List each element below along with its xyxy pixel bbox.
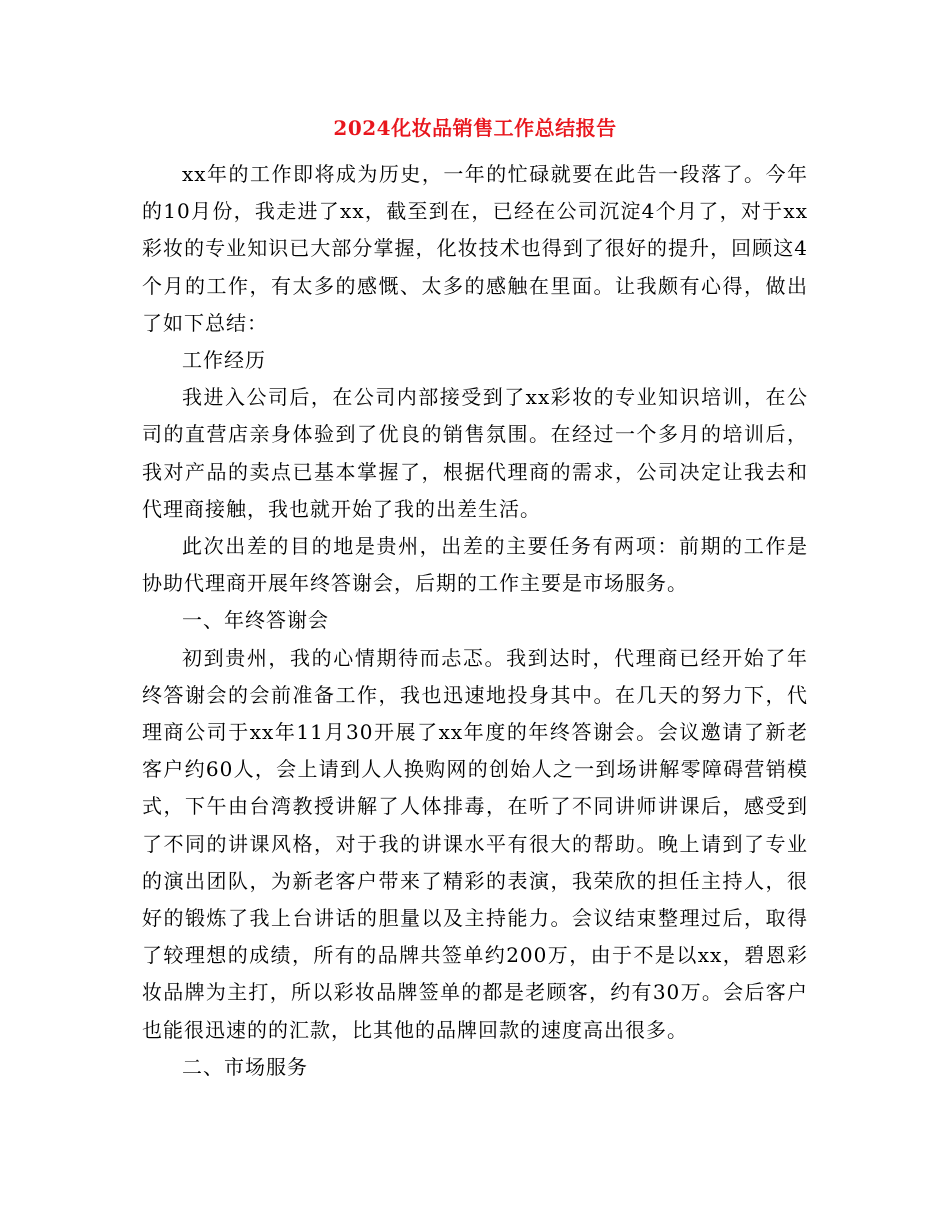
- business-trip-paragraph: 此次出差的目的地是贵州，出差的主要任务有两项：前期的工作是协助代理商开展年终答谢会，后期的工作主要是市场服务。: [142, 534, 808, 596]
- document-title: 2024化妆品销售工作总结报告: [333, 116, 617, 140]
- section-heading-work-experience: 工作经历: [182, 348, 266, 373]
- work-experience-paragraph: 我进入公司后，在公司内部接受到了xx彩妆的专业知识培训，在公司的直营店亲身体验到了优良的销售氛围。在经过一个多月的培训后，我对产品的卖点已基本掌握了，根据代理商的需求，公司决定让我去和代理商接触，我也就开始了我的出差生活。: [142, 385, 808, 521]
- section-heading-market-service: 二、市场服务: [182, 1054, 308, 1079]
- section-heading-year-end-meeting: 一、年终答谢会: [182, 608, 329, 633]
- intro-paragraph: xx年的工作即将成为历史，一年的忙碌就要在此告一段落了。今年的10月份，我走进了xx，截至到在，已经在公司沉淀4个月了，对于xx彩妆的专业知识已大部分掌握，化妆技术也得到了很好的提升，回顾这4个月的工作，有太多的感慨、太多的感触在里面。让我颇有心得，做出了如下总结：: [142, 162, 808, 335]
- year-end-meeting-paragraph: 初到贵州，我的心情期待而忐忑。我到达时，代理商已经开始了年终答谢会的会前准备工作，我也迅速地投身其中。在几天的努力下，代理商公司于xx年11月30开展了xx年度的年终答谢会。会议邀请了新老客户约60人，会上请到人人换购网的创始人之一到场讲解零障碍营销模式，下午由台湾教授讲解了人体排毒，在听了不同讲师讲课后，感受到了不同的讲课风格，对于我的讲课水平有很大的帮助。晚上请到了专业的演出团队，为新老客户带来了精彩的表演，我荣欣的担任主持人，很好的锻炼了我上台讲话的胆量以及主持能力。会议结束整理过后，取得了较理想的成绩，所有的品牌共签单约200万，由于不是以xx，碧恩彩妆品牌为主打，所以彩妆品牌签单的都是老顾客，约有30万。会后客户也能很迅速的的汇款，比其他的品牌回款的速度高出很多。: [142, 645, 808, 1042]
